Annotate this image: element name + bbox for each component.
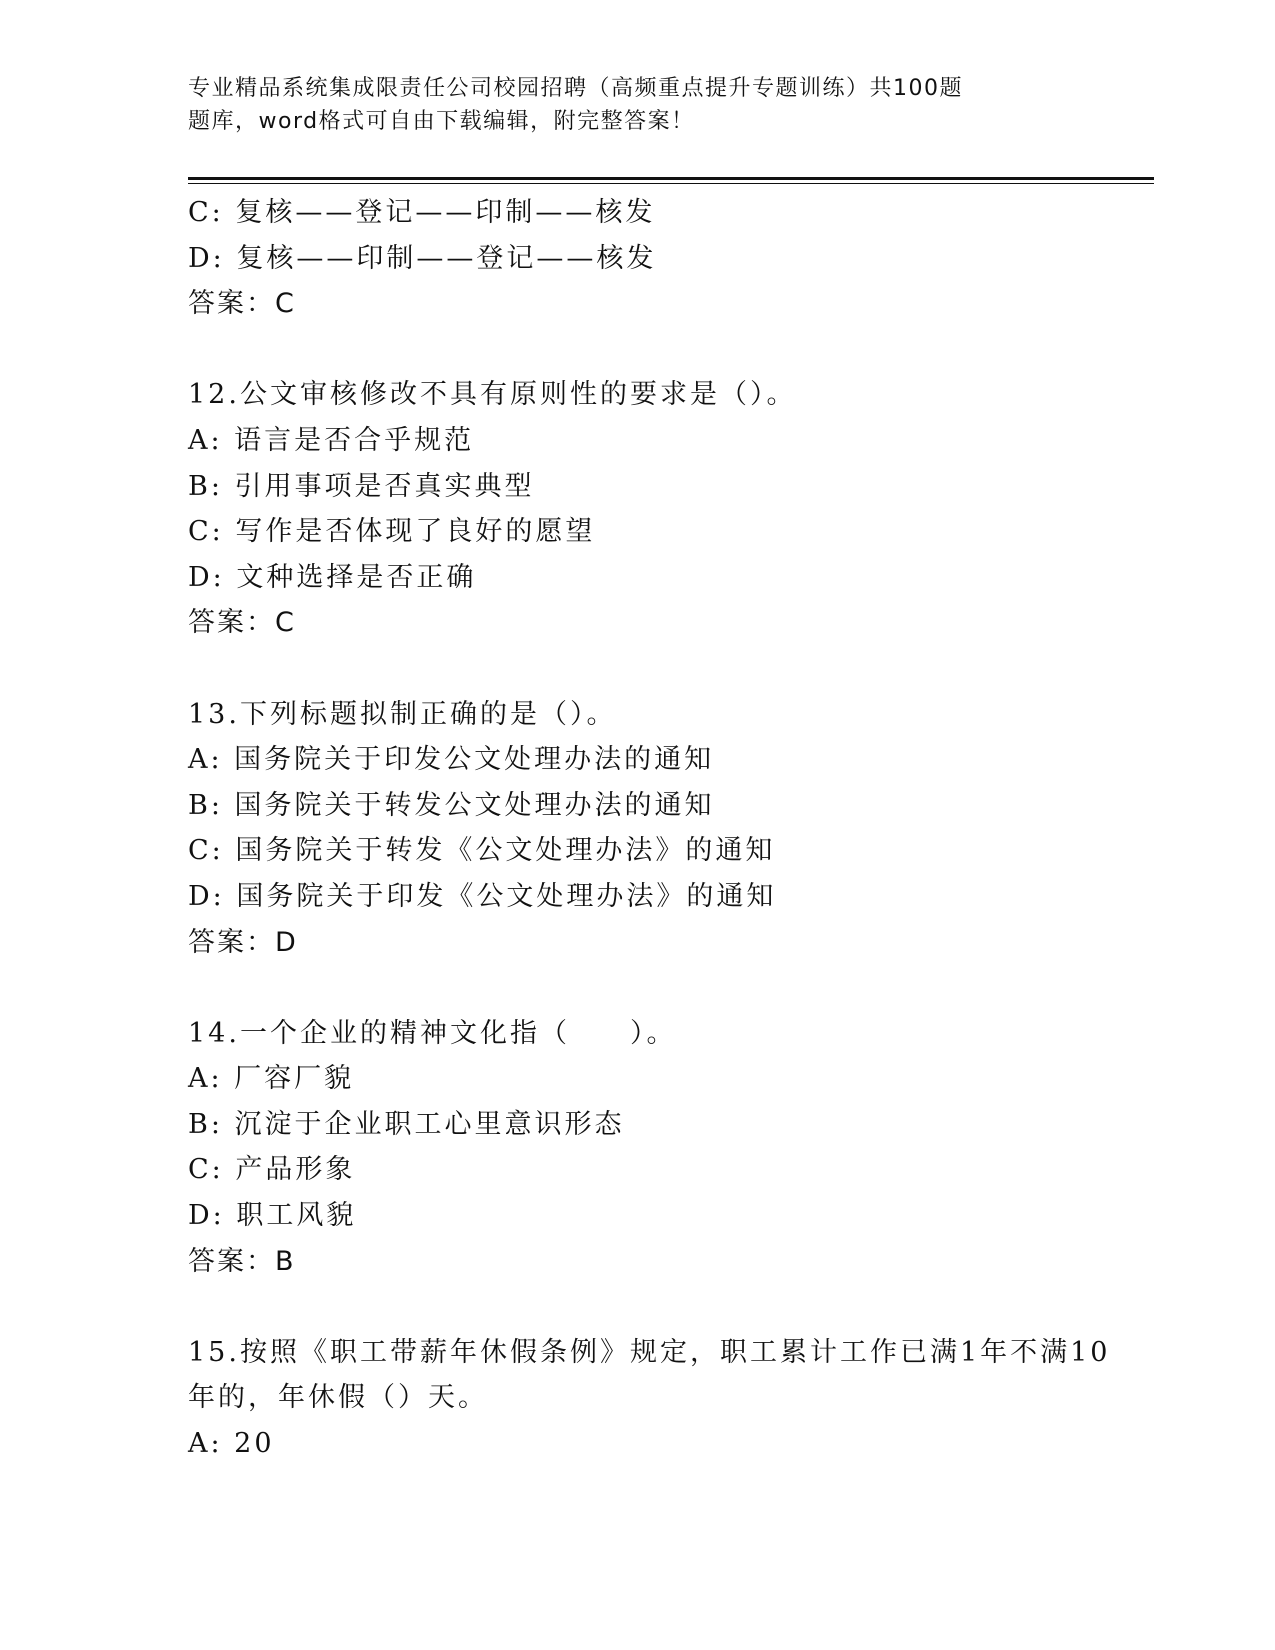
header-line-2: 题库，word格式可自由下载编辑，附完整答案！ [188, 109, 695, 134]
option-b: B: 沉淀于企业职工心里意识形态 [188, 1108, 625, 1140]
option-c: C: 国务院关于转发《公文处理办法》的通知 [188, 835, 776, 867]
question-stem-line-2: 年的，年休假（）天。 [188, 1382, 488, 1414]
question-stem: 12.公文审核修改不具有原则性的要求是（）。 [188, 379, 797, 411]
option-a: A: 20 [188, 1428, 275, 1460]
spacer [188, 646, 1148, 692]
option-d: D: 复核——印制——登记——核发 [188, 242, 657, 274]
question-13 [188, 692, 1148, 966]
header-divider-thick [188, 177, 1154, 180]
question-12 [188, 372, 1148, 646]
option-a: A: 语言是否合乎规范 [188, 424, 475, 456]
option-d: D: 文种选择是否正确 [188, 561, 477, 593]
option-c: C: 复核——登记——印制——核发 [188, 197, 656, 228]
header-divider-thin [188, 183, 1154, 184]
option-d: D: 职工风貌 [188, 1200, 357, 1232]
option-b: B: 国务院关于转发公文处理办法的通知 [188, 789, 715, 821]
option-d: D: 国务院关于印发《公文处理办法》的通知 [188, 880, 777, 912]
option-a: A: 国务院关于印发公文处理办法的通知 [188, 744, 715, 776]
question-stem: 13.下列标题拟制正确的是（）。 [188, 698, 617, 730]
question-list [188, 190, 1148, 1467]
answer-line: 答案：B [188, 1245, 296, 1277]
option-c: C: 产品形象 [188, 1154, 356, 1186]
option-c: C: 写作是否体现了良好的愿望 [188, 516, 596, 548]
answer-line: 答案：C [188, 288, 296, 320]
option-a: A: 厂容厂貌 [188, 1063, 355, 1095]
question-stem: 14.一个企业的精神文化指（ ）。 [188, 1017, 677, 1049]
answer-line: 答案：C [188, 607, 296, 639]
header-line-1: 专业精品系统集成限责任公司校园招聘（高频重点提升专题训练）共100题 [188, 76, 963, 101]
question-11-tail [188, 190, 1148, 327]
question-15 [188, 1330, 1148, 1467]
document-header [188, 72, 1028, 138]
option-b: B: 引用事项是否真实典型 [188, 470, 535, 502]
spacer [188, 965, 1148, 1011]
question-14 [188, 1011, 1148, 1285]
answer-line: 答案：D [188, 926, 298, 958]
question-stem-line-1: 15.按照《职工带薪年休假条例》规定，职工累计工作已满1年不满10 [188, 1336, 1111, 1368]
spacer [188, 1284, 1148, 1330]
spacer [188, 327, 1148, 373]
